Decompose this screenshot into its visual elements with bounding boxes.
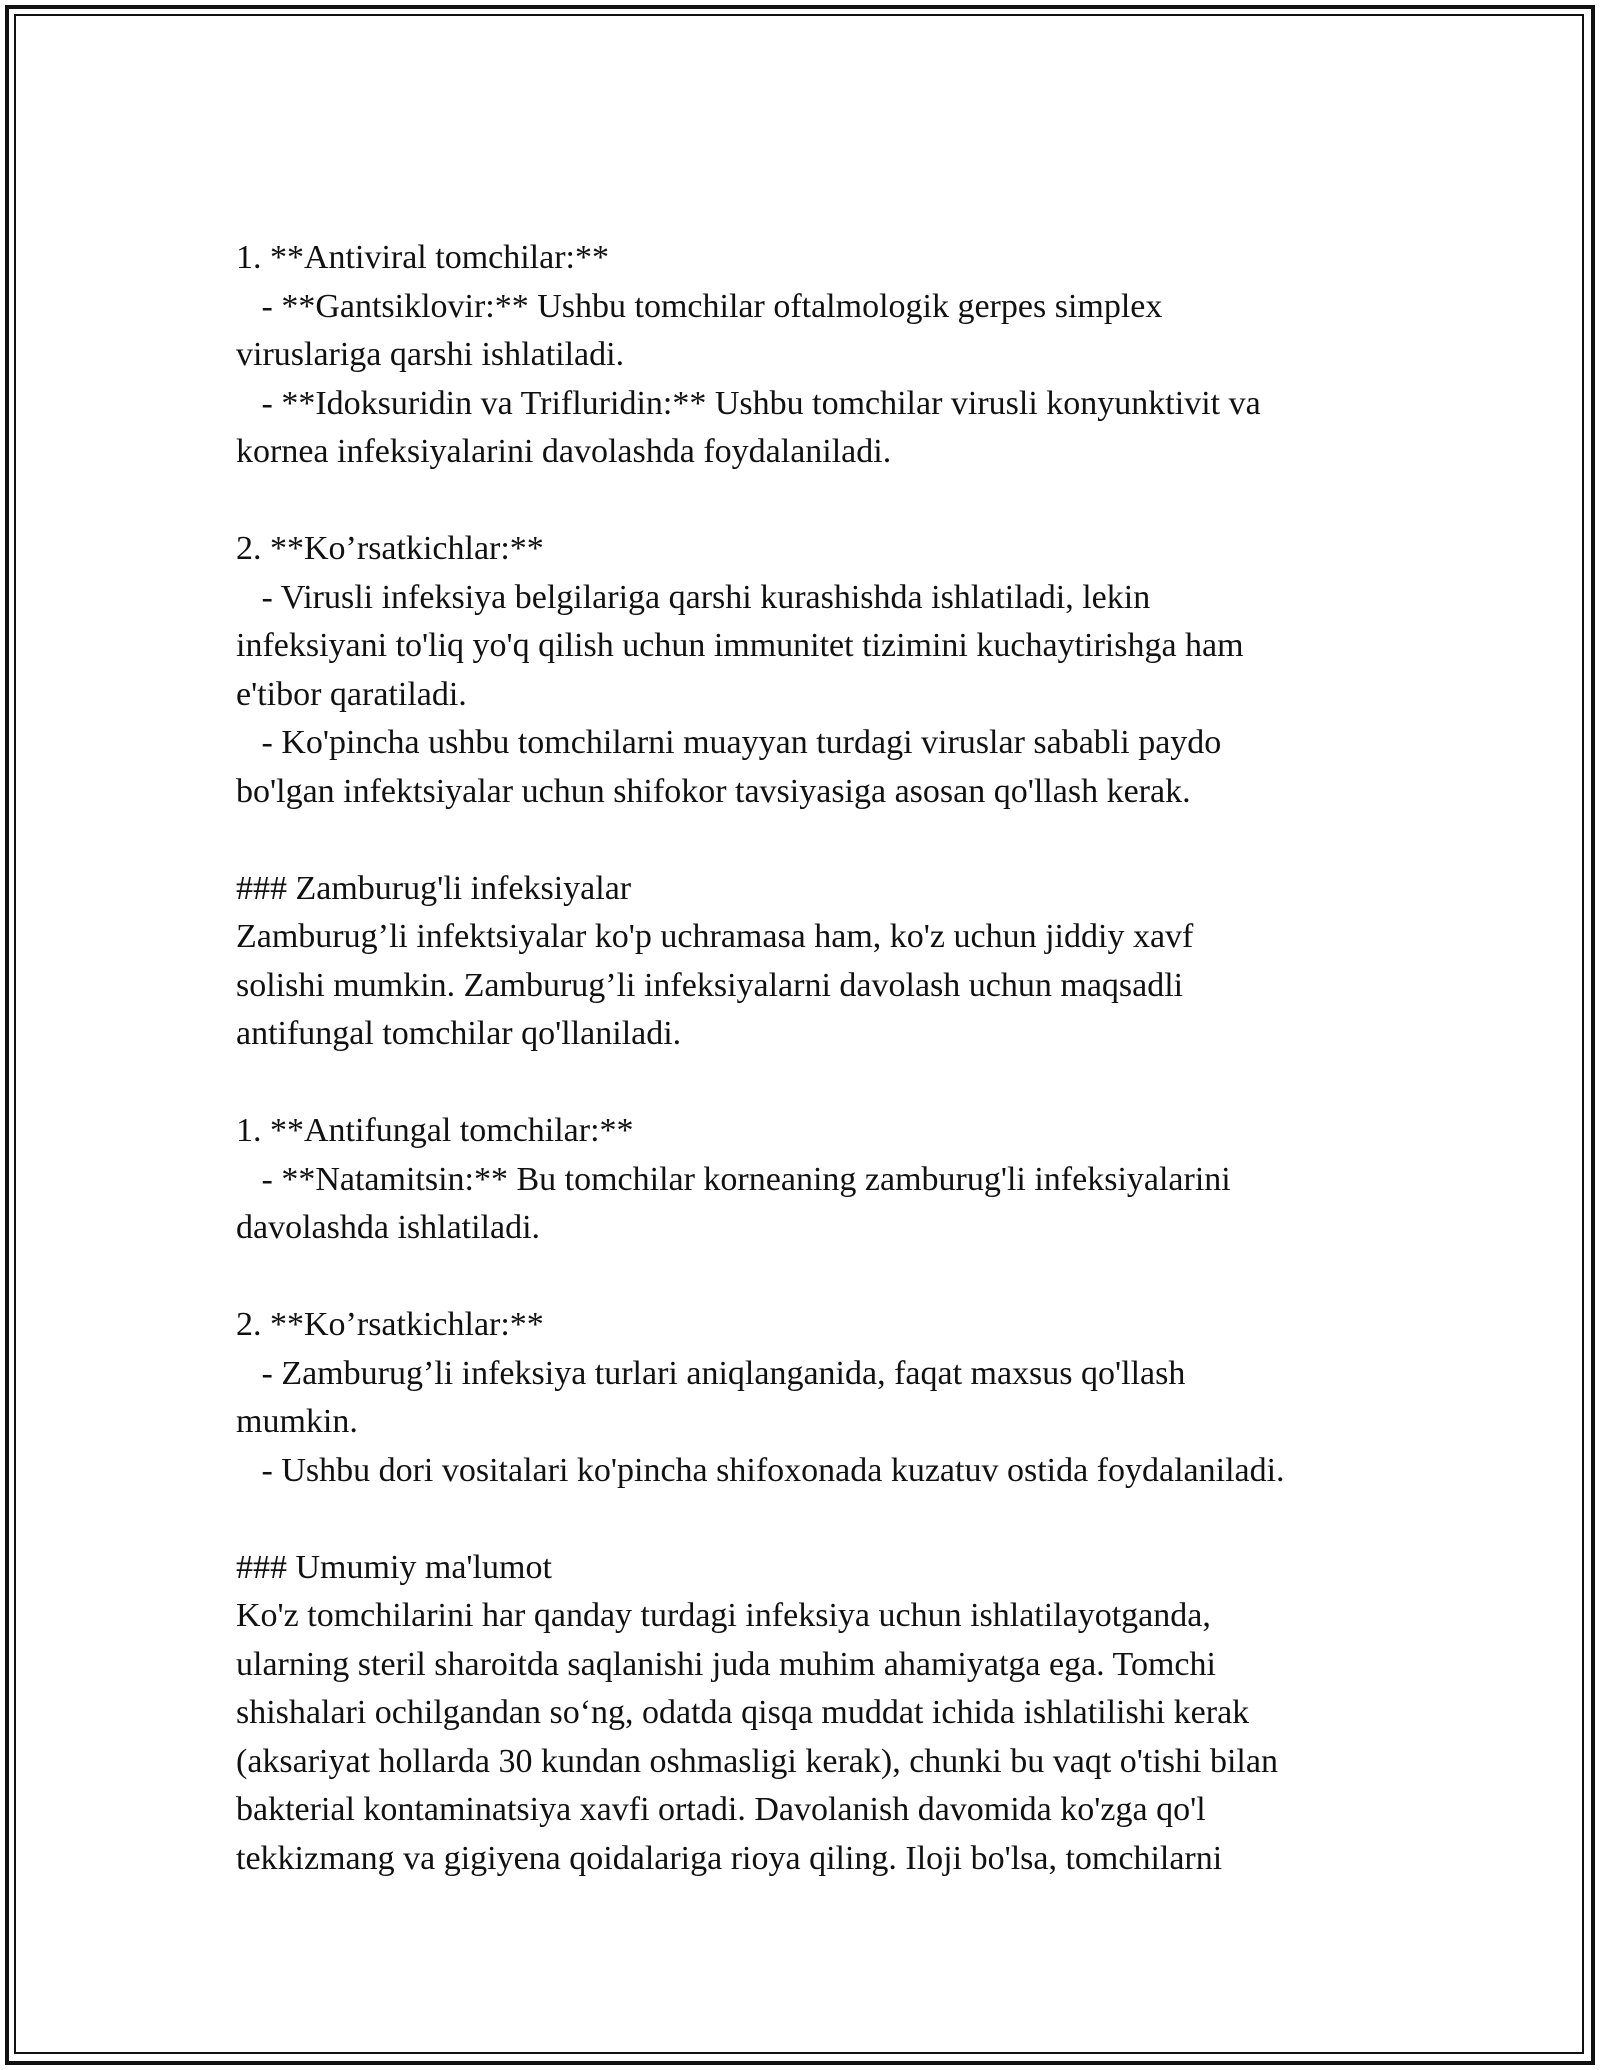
text-line: - **Idoksuridin va Trifluridin:** Ushbu tomchilar virusli konyunktivit va <box>236 384 1261 422</box>
text-line: ### Umumiy ma'lumot <box>236 1548 552 1586</box>
text-line: 1. **Antiviral tomchilar:** <box>236 239 609 276</box>
text-line: - Ushbu dori vositalari ko'pincha shifoxonada kuzatuv ostida foydalaniladi. <box>236 1451 1285 1489</box>
text-line: tekkizmang va gigiyena qoidalariga rioya qiling. Iloji bo'lsa, tomchilarni <box>236 1839 1223 1877</box>
text-line: 1. **Antifungal tomchilar:** <box>236 1112 634 1149</box>
text-line: shishalari ochilgandan so‘ng, odatda qisqa muddat ichida ishlatilishi kerak <box>236 1694 1250 1731</box>
text-line: e'tibor qaratiladi. <box>236 675 467 713</box>
text-line: - Virusli infeksiya belgilariga qarshi kurashishda ishlatiladi, lekin <box>236 578 1151 616</box>
blank-line <box>236 1059 1386 1108</box>
text-line: - **Gantsiklovir:** Ushbu tomchilar oftalmologik gerpes simplex <box>236 287 1163 325</box>
text-line: Zamburug’li infektsiyalar ko'p uchramasa ham, ko'z uchun jiddiy xavf <box>236 918 1194 955</box>
text-line: ### Zamburug'li infeksiyalar <box>236 869 632 907</box>
text-line: (aksariyat hollarda 30 kundan oshmasligi kerak), chunki bu vaqt o'tishi bilan <box>236 1742 1278 1780</box>
blank-line <box>236 816 1386 865</box>
text-line: bo'lgan infektsiyalar uchun shifokor tavsiyasiga asosan qo'llash kerak. <box>236 772 1191 810</box>
text-line: antifungal tomchilar qo'llaniladi. <box>236 1015 682 1052</box>
text-line: Ko'z tomchilarini har qanday turdagi infeksiya uchun ishlatilayotganda, <box>236 1597 1211 1634</box>
text-line: mumkin. <box>236 1403 358 1440</box>
blank-line <box>236 1495 1386 1544</box>
text-line: 2. **Ko’rsatkichlar:** <box>236 1306 544 1343</box>
text-line: - **Natamitsin:** Bu tomchilar korneaning zamburug'li infeksiyalarini <box>236 1160 1231 1198</box>
text-line: - Zamburug’li infeksiya turlari aniqlanganida, faqat maxsus qo'llash <box>236 1354 1186 1392</box>
text-line: - Ko'pincha ushbu tomchilarni muayyan turdagi viruslar sababli paydo <box>236 724 1222 761</box>
blank-line <box>236 1253 1386 1302</box>
text-line: infeksiyani to'liq yo'q qilish uchun immunitet tizimini kuchaytirishga ham <box>236 627 1244 664</box>
text-line: viruslariga qarshi ishlatiladi. <box>236 336 625 373</box>
text-line: davolashda ishlatiladi. <box>236 1209 541 1246</box>
text-line: ularning steril sharoitda saqlanishi juda muhim ahamiyatga ega. Tomchi <box>236 1645 1216 1683</box>
text-line: 2. **Ko’rsatkichlar:** <box>236 530 544 567</box>
text-line: bakterial kontaminatsiya xavfi ortadi. Davolanish davomida ko'zga qo'l <box>236 1791 1206 1828</box>
text-line: kornea infeksiyalarini davolashda foydalaniladi. <box>236 433 892 470</box>
document-body <box>236 234 1386 1883</box>
blank-line <box>236 477 1386 526</box>
text-line: solishi mumkin. Zamburug’li infeksiyalarni davolash uchun maqsadli <box>236 966 1184 1004</box>
